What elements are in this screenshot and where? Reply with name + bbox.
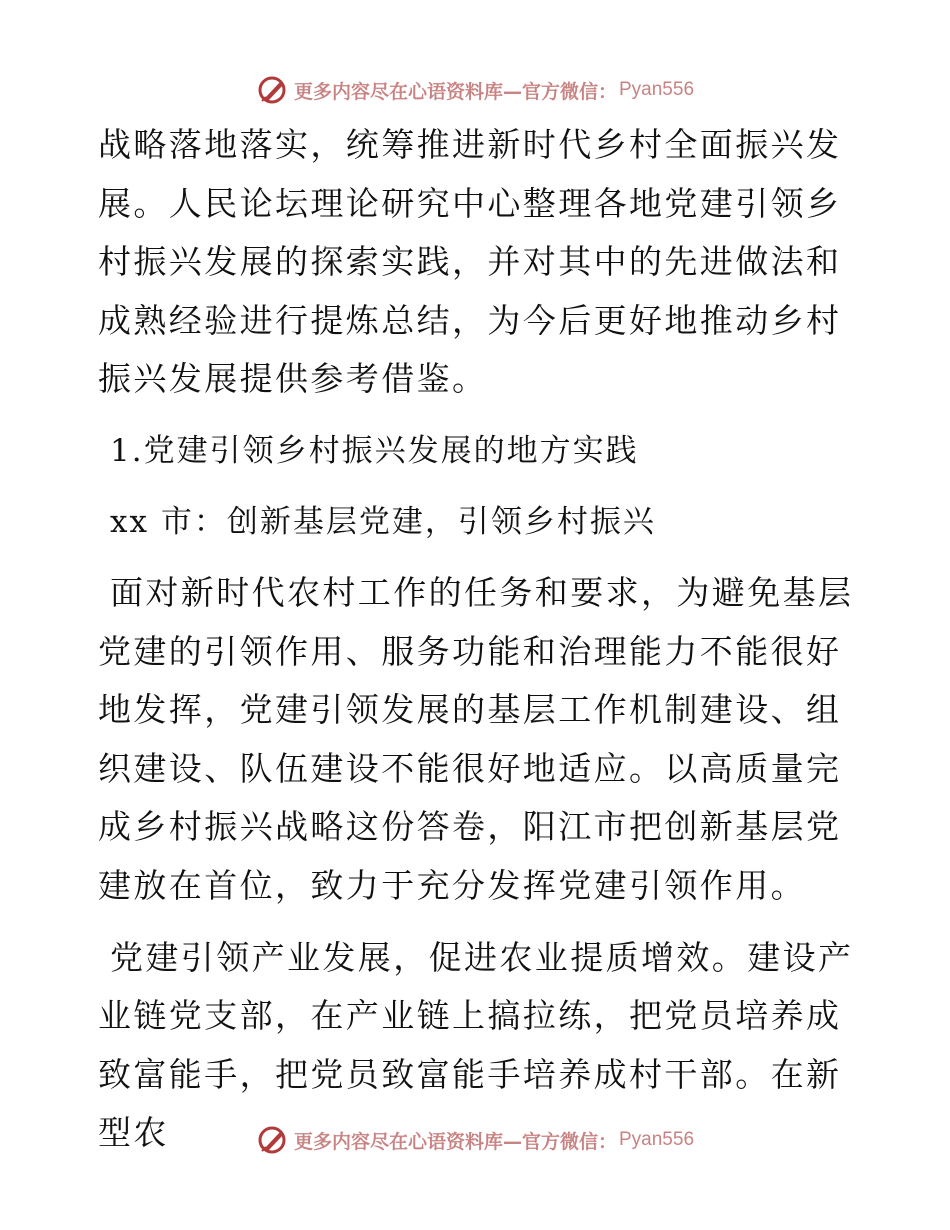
section-heading: 1.党建引领乡村振兴发展的地方实践 [110, 432, 639, 469]
quill-pen-logo-icon [256, 74, 288, 106]
paragraph-3: 党建引领产业发展，促进农业提质增效。建设产业链党支部，在产业链上搞拉练，把党员培养成致富能手，把党员致富能手培养成村干部。在新型农 [98, 937, 854, 1153]
banner-wechat-id: Pyan556 [619, 79, 695, 100]
banner-text: 更多内容尽在心语资料库—官方微信： [293, 1130, 617, 1153]
header-watermark-banner [0, 70, 950, 110]
banner-wechat-id: Pyan556 [619, 1129, 695, 1150]
subsection-heading: xx 市：创新基层党建，引领乡村振兴 [110, 503, 656, 540]
document-body [98, 116, 858, 1163]
paragraph-1: 战略落地落实，统筹推进新时代乡村全面振兴发展。人民论坛理论研究中心整理各地党建引领乡村振兴发展的探索实践，并对其中的先进做法和成熟经验进行提炼总结，为今后更好地推动乡村振兴发展提供参考借鉴。 [98, 125, 842, 399]
footer-watermark-banner [0, 1120, 950, 1160]
paragraph-2: 面对新时代农村工作的任务和要求，为避免基层党建的引领作用、服务功能和治理能力不能很好地发挥，党建引领发展的基层工作机制建设、组织建设、队伍建设不能很好地适应。以高质量完成乡村振兴战略这份答卷，阳江市把创新基层党建放在首位，致力于充分发挥党建引领作用。 [98, 572, 854, 905]
quill-pen-logo-icon [256, 1124, 288, 1156]
banner-text: 更多内容尽在心语资料库—官方微信： [293, 80, 617, 103]
